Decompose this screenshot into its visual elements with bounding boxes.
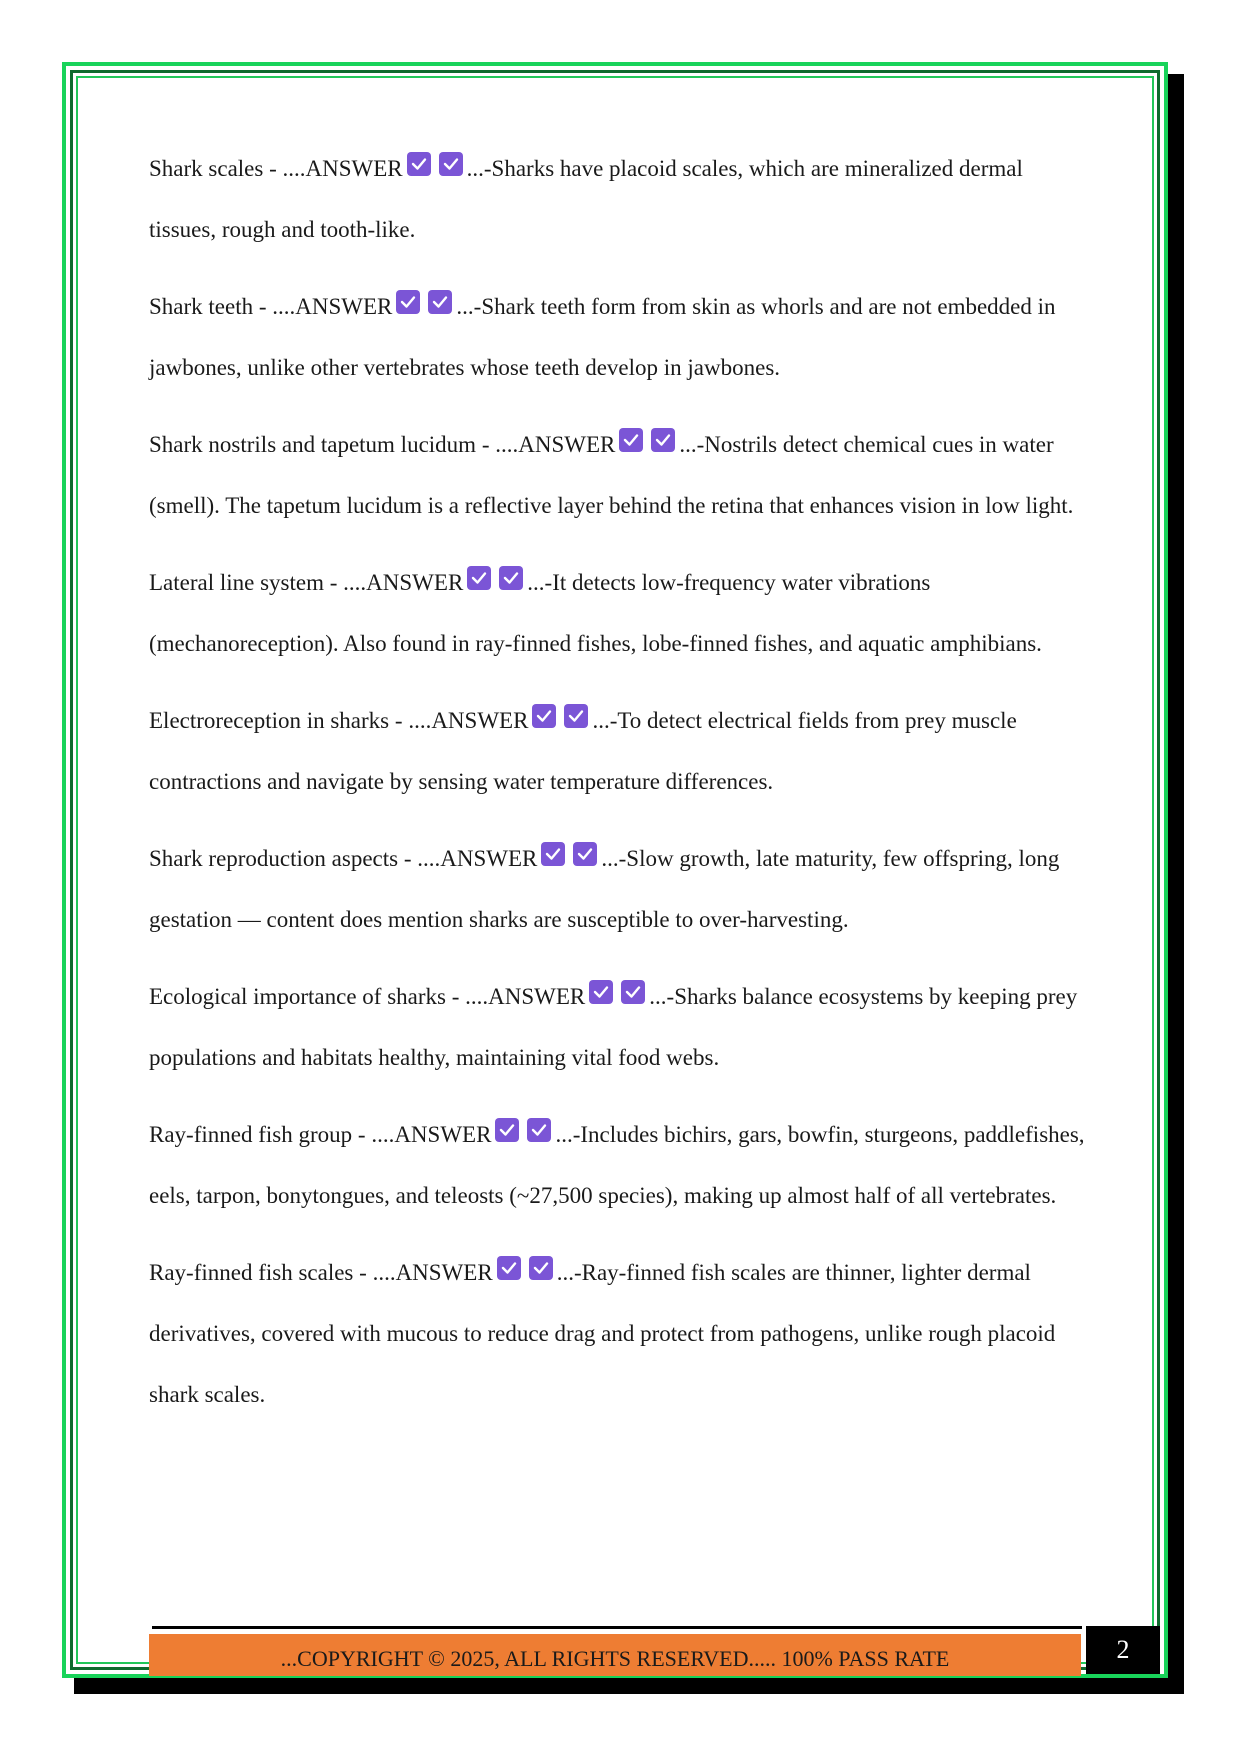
answer-suffix: ... [649, 984, 667, 1009]
check-box-icon [527, 1118, 551, 1142]
check-box-icon [495, 1118, 519, 1142]
answer-label: ....ANSWER [495, 432, 616, 457]
qa-entry [149, 828, 1089, 950]
entry-answer: -It detects low-frequency water vibrations (mechanoreception). Also found in ray-finned fishes, lobe-finned fishes, and aquatic amphibians. [149, 570, 1042, 656]
check-box-icon [407, 152, 431, 176]
entry-answer: -To detect electrical fields from prey muscle contractions and navigate by sensing water temperature differences. [149, 708, 1017, 794]
qa-entry [149, 552, 1089, 674]
entry-term: Electroreception in sharks [149, 708, 390, 733]
entry-separator: - [324, 570, 344, 595]
check-box-icon [532, 704, 556, 728]
check-box-icon [589, 980, 613, 1004]
entry-term: Ray-finned fish scales [149, 1260, 354, 1285]
entry-term: Shark teeth [149, 294, 254, 319]
qa-entry [149, 138, 1089, 260]
entry-separator: - [352, 1122, 372, 1147]
check-box-icon [529, 1256, 553, 1280]
entry-separator: - [263, 156, 283, 181]
answer-label: ....ANSWER [272, 294, 393, 319]
check-box-icon [497, 1256, 521, 1280]
check-box-icon [396, 290, 420, 314]
check-box-icon [621, 980, 645, 1004]
entry-answer: -Sharks balance ecosystems by keeping prey populations and habitats healthy, maintaining vital food webs. [149, 984, 1078, 1070]
qa-entry [149, 690, 1089, 812]
entry-answer: -Sharks have placoid scales, which are mineralized dermal tissues, rough and tooth-like. [149, 156, 1023, 242]
answer-label: ....ANSWER [282, 156, 403, 181]
check-box-icon [573, 842, 597, 866]
entry-term: Ecological importance of sharks [149, 984, 446, 1009]
check-box-icon [541, 842, 565, 866]
check-box-icon [619, 428, 643, 452]
answer-suffix: ... [555, 1122, 573, 1147]
entry-term: Shark nostrils and tapetum lucidum [149, 432, 477, 457]
answer-suffix: ... [601, 846, 619, 871]
entry-separator: - [445, 984, 466, 1009]
check-box-icon [651, 428, 675, 452]
answer-label: ....ANSWER [465, 984, 586, 1009]
answer-label: ....ANSWER [417, 846, 538, 871]
entry-term: Shark reproduction aspects [149, 846, 399, 871]
entry-separator: - [398, 846, 418, 871]
entry-separator: - [253, 294, 273, 319]
answer-label: ....ANSWER [371, 1122, 492, 1147]
footer-copyright: ...COPYRIGHT © 2025, ALL RIGHTS RESERVED..... 100% PASS RATE [149, 1634, 1081, 1676]
answer-suffix: ... [556, 1260, 574, 1285]
answer-suffix: ... [592, 708, 610, 733]
check-box-icon [439, 152, 463, 176]
entry-separator: - [389, 708, 409, 733]
qa-entry [149, 1242, 1089, 1425]
answer-label: ....ANSWER [408, 708, 529, 733]
check-box-icon [499, 566, 523, 590]
qa-entry [149, 966, 1089, 1088]
entry-separator: - [476, 432, 496, 457]
entry-term: Ray-finned fish group [149, 1122, 353, 1147]
qa-entry [149, 276, 1089, 398]
check-box-icon [564, 704, 588, 728]
entry-answer: -Nostrils detect chemical cues in water (smell). The tapetum lucidum is a reflective layer behind the retina that enhances vision in low light. [149, 432, 1074, 518]
entry-term: Shark scales [149, 156, 264, 181]
answer-label: ....ANSWER [343, 570, 464, 595]
answer-suffix: ... [527, 570, 545, 595]
entry-answer: -Shark teeth form from skin as whorls and are not embedded in jawbones, unlike other vertebrates whose teeth develop in jawbones. [149, 294, 1056, 380]
qa-entry [149, 414, 1089, 536]
answer-suffix: ... [466, 156, 484, 181]
check-box-icon [467, 566, 491, 590]
answer-label: ....ANSWER [372, 1260, 493, 1285]
entry-separator: - [353, 1260, 373, 1285]
qa-entry [149, 1104, 1089, 1226]
check-box-icon [428, 290, 452, 314]
answer-suffix: ... [679, 432, 697, 457]
answer-suffix: ... [456, 294, 474, 319]
entry-answer: -Ray-finned fish scales are thinner, lighter dermal derivatives, covered with mucous to reduce drag and protect from pathogens, unlike rough placoid shark scales. [149, 1260, 1056, 1407]
qa-list [149, 138, 1089, 1441]
footer-divider [152, 1626, 1082, 1629]
entry-answer: -Slow growth, late maturity, few offspring, long gestation — content does mention sharks are susceptible to over-harvesting. [149, 846, 1060, 932]
entry-term: Lateral line system [149, 570, 324, 595]
entry-answer: -Includes bichirs, gars, bowfin, sturgeons, paddlefishes, eels, tarpon, bonytongues, and teleosts (~27,500 species), making up almost half of all vertebrates. [149, 1122, 1085, 1208]
page-number: 2 [1086, 1626, 1160, 1674]
